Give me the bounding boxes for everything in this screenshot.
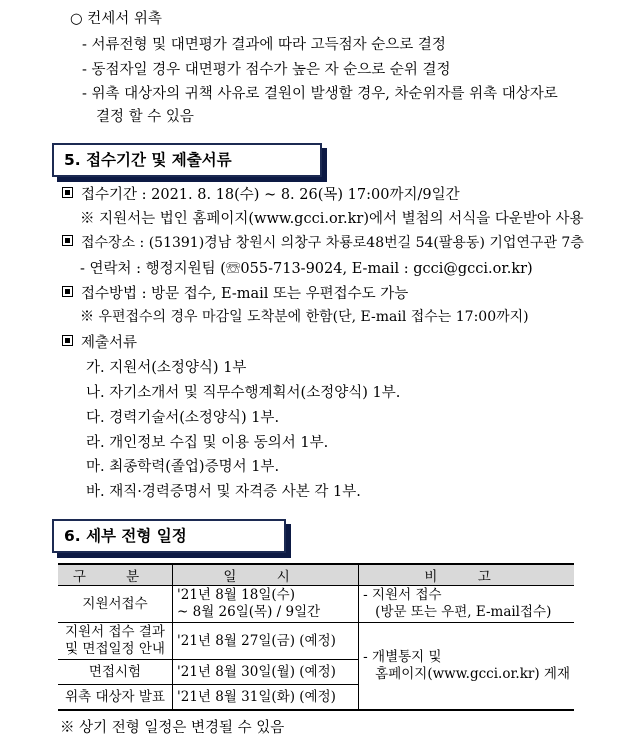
merged-note: [359, 623, 574, 711]
recruit-item: 결정 할 수 있음: [96, 109, 194, 125]
row-category: 위촉 대상자 발표: [58, 685, 173, 711]
doc-item: 바. 재직·경력증명서 및 자격증 사본 각 1부.: [86, 484, 361, 500]
schedule-table: [58, 563, 574, 711]
period-line: [62, 183, 460, 204]
row-date: '21년 8월 31일(화) (예정): [173, 685, 359, 711]
row-category: 면접시험: [58, 660, 173, 685]
note-line: - 개별통지 및: [363, 649, 442, 665]
row-date: [173, 586, 359, 623]
square-bullet-icon: [62, 235, 73, 246]
period-note: ※ 지원서는 법인 홈페이지(www.gcci.or.kr)에서 별첨의 서식을 다운받아 사용: [80, 211, 584, 227]
section-5-heading: 5. 접수기간 및 제출서류: [52, 143, 322, 177]
docs-title: 제출서류: [81, 335, 138, 351]
row-date: '21년 8월 27일(금) (예정): [173, 623, 359, 660]
method-text: 접수방법 : 방문 접수, E-mail 또는 우편접수도 가능: [81, 286, 409, 302]
place-line: [62, 232, 584, 252]
place-text: 접수장소 : (51391)경남 창원시 의창구 차룡로48번길 54(팔용동) 기업연구관 7층: [81, 235, 584, 251]
row-category: [58, 623, 173, 660]
recruit-item: - 서류전형 및 대면평가 결과에 따라 고득점자 순으로 결정: [82, 37, 446, 53]
header-note: 비 고: [359, 564, 574, 586]
table-header-row: [58, 564, 574, 586]
square-bullet-icon: [62, 335, 73, 346]
doc-item: 가. 지원서(소정양식) 1부: [86, 360, 247, 376]
schedule-footnote: ※ 상기 전형 일정은 변경될 수 있음: [60, 720, 285, 736]
category-line: 및 면접일정 안내: [65, 641, 165, 657]
docs-title-line: [62, 331, 137, 352]
header-date: 일 시: [173, 564, 359, 586]
table-row: [58, 586, 574, 623]
note-line: 홈페이지(www.gcci.or.kr) 게재: [375, 666, 570, 682]
category-line: 지원서 접수 결과: [65, 624, 165, 640]
date-line: '21년 8월 18일(수): [177, 587, 295, 603]
period-text: 접수기간 : 2021. 8. 18(수) ~ 8. 26(목) 17:00까지/9일간: [81, 187, 460, 203]
doc-item: 나. 자기소개서 및 직무수행계획서(소정양식) 1부.: [86, 385, 401, 401]
row-note: [359, 586, 574, 623]
date-line: ~ 8월 26일(목) / 9일간: [177, 604, 321, 620]
doc-item: 마. 최종학력(졸업)증명서 1부.: [86, 459, 280, 475]
method-note: ※ 우편접수의 경우 마감일 도착분에 한함(단, E-mail 접수는 17:00까지): [80, 309, 529, 325]
recruit-title: ○ 컨세서 위촉: [70, 11, 162, 27]
square-bullet-icon: [62, 187, 73, 198]
table-row: [58, 623, 574, 660]
row-category: 지원서접수: [58, 586, 173, 623]
square-bullet-icon: [62, 286, 73, 297]
recruit-item: - 위촉 대상자의 귀책 사유로 결원이 발생할 경우, 차순위자를 위촉 대상자로: [82, 86, 558, 102]
note-line: - 지원서 접수: [363, 587, 442, 603]
row-date: '21년 8월 30일(월) (예정): [173, 660, 359, 685]
section-6-heading: 6. 세부 전형 일정: [52, 519, 286, 553]
note-line: (방문 또는 우편, E-mail접수): [375, 604, 552, 620]
recruit-item: - 동점자일 경우 대면평가 점수가 높은 자 순으로 순위 결정: [82, 62, 451, 78]
contact-line: - 연락처 : 행정지원팀 (☏055-713-9024, E-mail : gcci@gcci.or.kr): [80, 261, 533, 277]
header-category: 구 분: [58, 564, 173, 586]
doc-item: 라. 개인정보 수집 및 이용 동의서 1부.: [86, 435, 329, 451]
method-line: [62, 282, 408, 303]
doc-item: 다. 경력기술서(소정양식) 1부.: [86, 410, 280, 426]
